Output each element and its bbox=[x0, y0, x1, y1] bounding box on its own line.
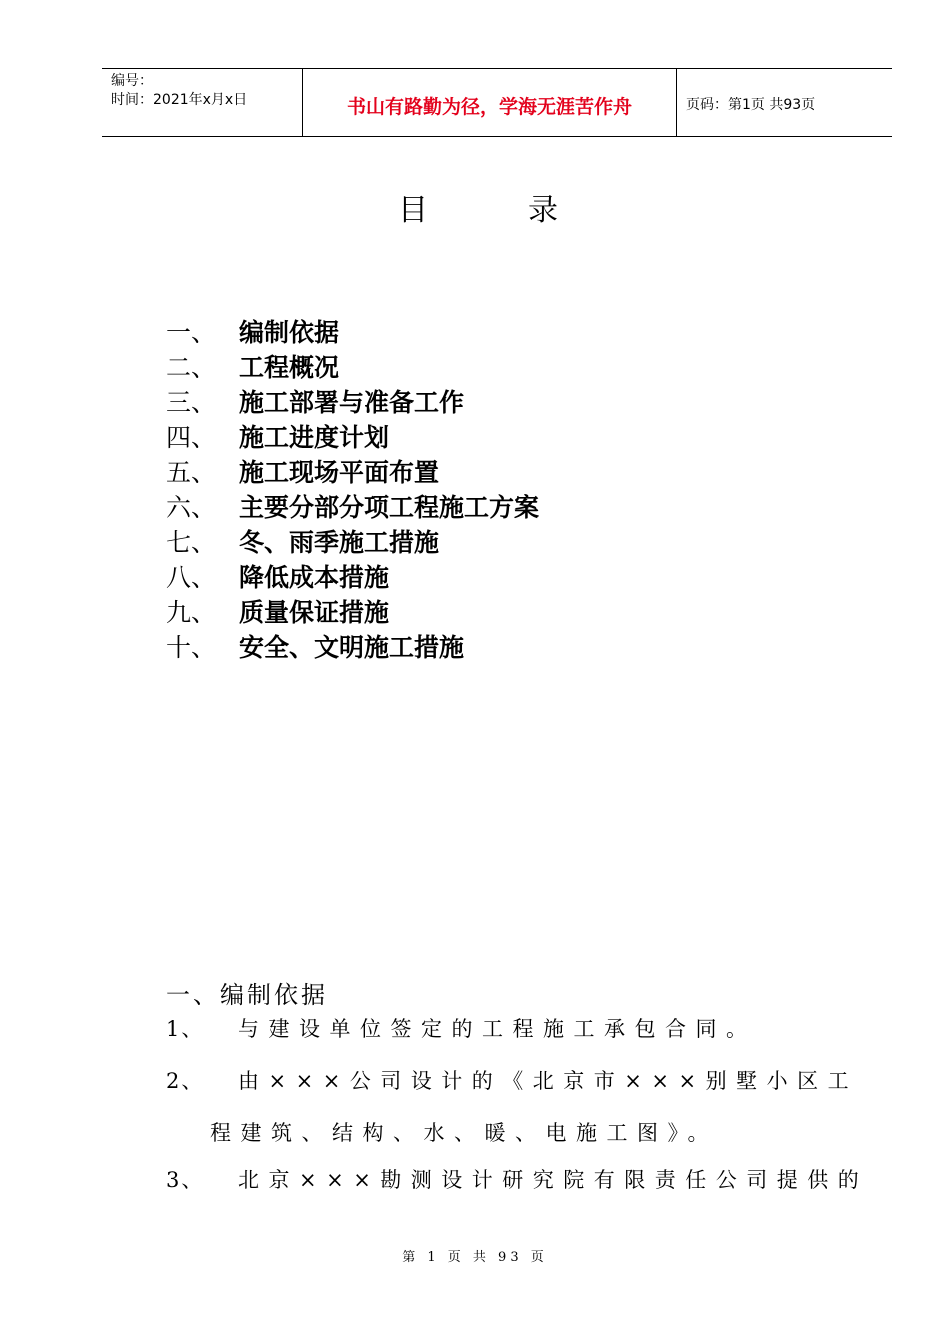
document-date: 时间：2021年x月x日 bbox=[111, 92, 248, 108]
document-number-label: 编号： bbox=[111, 73, 153, 89]
toc-item-number: 三、 bbox=[166, 387, 217, 417]
toc-item-number: 六、 bbox=[166, 492, 217, 522]
toc-item-number: 九、 bbox=[166, 597, 217, 627]
toc-item-label: 施工部署与准备工作 bbox=[239, 387, 465, 417]
toc-item[interactable] bbox=[166, 593, 539, 628]
toc-item-label: 质量保证措施 bbox=[239, 597, 390, 627]
paragraph-text: 北京×××勘测设计研究院有限责任公司提供的 bbox=[238, 1168, 869, 1192]
toc-item-number: 五、 bbox=[166, 457, 217, 487]
body-paragraph-line bbox=[166, 1164, 868, 1194]
toc-item-label: 冬、雨季施工措施 bbox=[239, 527, 440, 557]
toc-item-number: 四、 bbox=[166, 422, 217, 452]
toc-item[interactable] bbox=[166, 453, 539, 488]
paragraph-number: 3、 bbox=[166, 1168, 205, 1192]
toc-item-number: 七、 bbox=[166, 527, 217, 557]
page-footer: 第 1 页 共 93 页 bbox=[402, 1250, 548, 1265]
toc-item-label: 施工现场平面布置 bbox=[239, 457, 440, 487]
toc-item[interactable] bbox=[166, 348, 539, 383]
toc-item[interactable] bbox=[166, 628, 539, 663]
toc-item-label: 编制依据 bbox=[239, 317, 340, 347]
toc-item-label: 主要分部分项工程施工方案 bbox=[239, 492, 540, 522]
paragraph-text: 由×××公司设计的《北京市×××别墅小区工 bbox=[238, 1069, 859, 1093]
toc-item[interactable] bbox=[166, 558, 539, 593]
body-paragraph-line bbox=[166, 1013, 757, 1043]
toc-item-number: 十、 bbox=[166, 632, 217, 662]
toc-item[interactable] bbox=[166, 383, 539, 418]
body-paragraph-line bbox=[166, 1065, 858, 1095]
header-meta bbox=[102, 69, 303, 136]
toc-item-number: 一、 bbox=[166, 317, 217, 347]
toc-item-label: 工程概况 bbox=[239, 352, 340, 382]
toc-item-label: 降低成本措施 bbox=[239, 562, 390, 592]
header-page-info: 页码：第1页 共93页 bbox=[686, 96, 816, 113]
header-motto: 书山有路勤为径，学海无涯苦作舟 bbox=[303, 69, 677, 136]
toc-item[interactable] bbox=[166, 488, 539, 523]
toc-list bbox=[166, 313, 539, 663]
toc-item-number: 八、 bbox=[166, 562, 217, 592]
toc-item-number: 二、 bbox=[166, 352, 217, 382]
body-paragraph-line bbox=[210, 1117, 718, 1147]
paragraph-text: 程建筑、结构、水、暖、电施工图》。 bbox=[210, 1121, 718, 1145]
section-heading: 一、编制依据 bbox=[166, 981, 328, 1009]
toc-item[interactable] bbox=[166, 418, 539, 453]
paragraph-number: 1、 bbox=[166, 1017, 205, 1041]
paragraph-text: 与建设单位签定的工程施工承包合同。 bbox=[238, 1017, 757, 1041]
page-header bbox=[102, 68, 892, 137]
paragraph-number: 2、 bbox=[166, 1069, 205, 1093]
toc-item[interactable] bbox=[166, 523, 539, 558]
toc-item-label: 安全、文明施工措施 bbox=[239, 632, 465, 662]
toc-item-label: 施工进度计划 bbox=[239, 422, 390, 452]
toc-item[interactable] bbox=[166, 313, 539, 348]
toc-title: 目录 bbox=[398, 193, 658, 228]
